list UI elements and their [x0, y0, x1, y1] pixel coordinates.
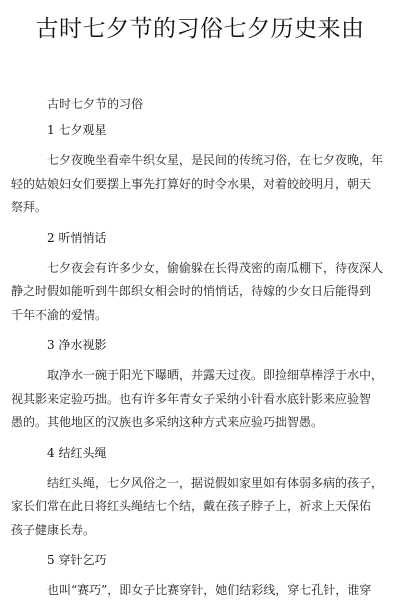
paragraph-line: 愚的。其他地区的汉族也多采纳这种方式来应验巧拙智愚。 — [11, 415, 324, 429]
section-paragraph-5 — [47, 579, 372, 603]
paragraph-line: 也叫“赛巧”，即女子比赛穿针，她们结彩线，穿七孔针，谁穿 — [47, 583, 372, 597]
paragraph-line: 静之时假如能听到牛郎织女相会时的悄悄话，待嫁的少女日后能得到 — [11, 284, 372, 298]
section-paragraph-1 — [11, 149, 384, 220]
section-paragraph-2 — [11, 257, 384, 328]
paragraph-line: 视其影来定验巧拙。也有许多年青女子采纳小针看水底针影来应验智 — [11, 391, 372, 406]
document-subtitle: 古时七夕节的习俗 — [47, 97, 144, 111]
paragraph-line: 孩子健康长寿。 — [11, 522, 96, 537]
section-paragraph-3 — [11, 364, 384, 435]
section-heading-4: 4 结红头绳 — [47, 445, 107, 460]
paragraph-line: 取净水一碗于阳光下曝晒，并露天过夜。即捡细草棒浮于水中， — [47, 368, 384, 382]
document-body — [11, 96, 384, 613]
paragraph-line: 家长们常在此日将红头绳结七个结，戴在孩子脖子上，祈求上天保佑 — [11, 499, 372, 513]
section-heading-2: 2 听悄悄话 — [47, 230, 107, 245]
paragraph-line: 祭拜。 — [11, 200, 48, 214]
paragraph-line: 七夕夜晚坐看牵牛织女星，是民间的传统习俗，在七夕夜晚，年 — [47, 153, 384, 167]
paragraph-line: 轻的姑娘妇女们要摆上事先打算好的时令水果，对着皎皎明月，朝天 — [11, 176, 372, 191]
document-title: 古时七夕节的习俗七夕历史来由 — [35, 16, 365, 42]
paragraph-line: 结红头绳，七夕风俗之一，据说假如家里如有体弱多病的孩子， — [47, 475, 384, 490]
section-paragraph-4 — [11, 472, 384, 543]
paragraph-line: 七夕夜会有许多少女，偷偷躲在长得茂密的南瓜棚下，待夜深人 — [47, 260, 384, 275]
section-heading-5: 5 穿针乞巧 — [47, 553, 107, 567]
section-heading-3: 3 净水视影 — [47, 338, 107, 352]
section-heading-1: 1 七夕观星 — [47, 123, 107, 137]
paragraph-line: 千年不渝的爱情。 — [11, 307, 108, 322]
